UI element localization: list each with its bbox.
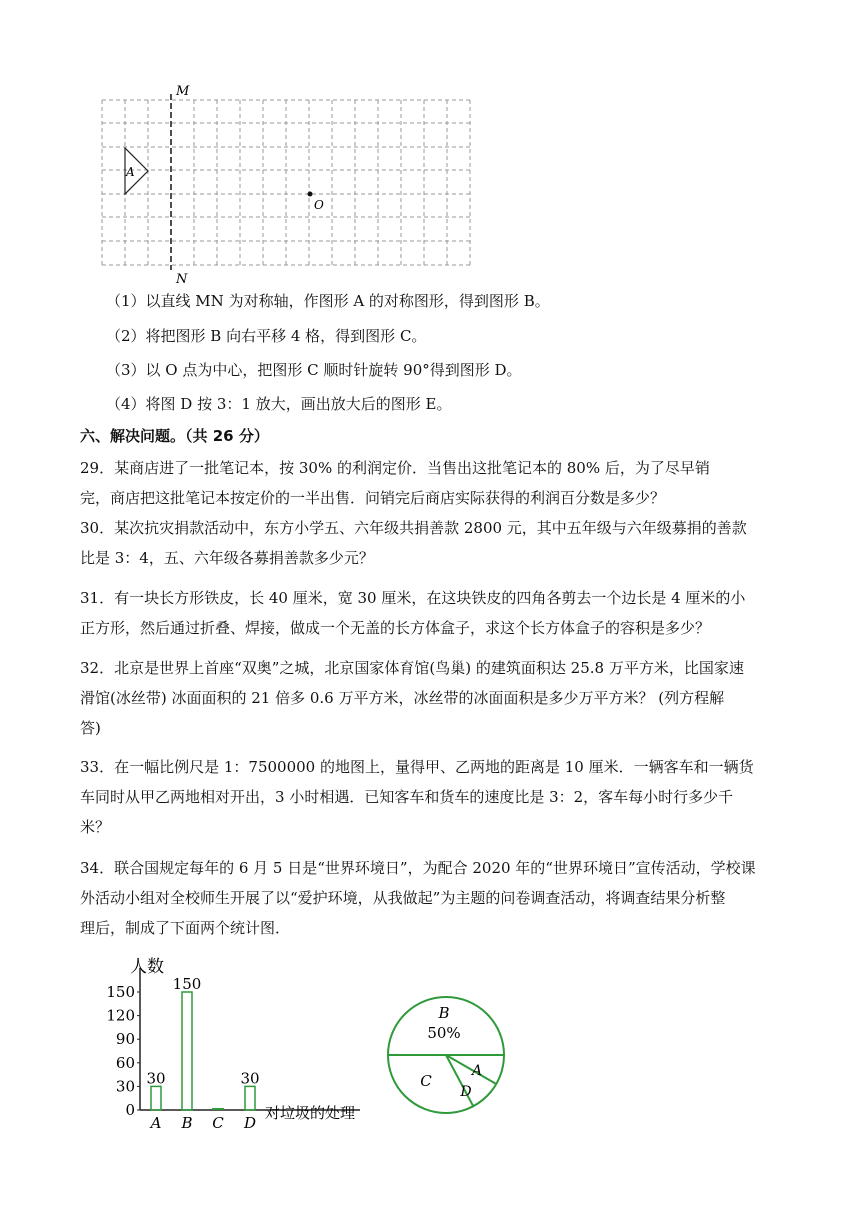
- label-a: A: [126, 165, 135, 179]
- problem-33-line-2: 车同时从甲乙两地相对开出，3 小时相遇．已知客车和货车的速度比是 3：2，客车每小时行多少千: [80, 788, 734, 806]
- problem-34-line-1: 34．联合国规定每年的 6 月 5 日是“世界环境日”，为配合 2020 年的“世界环境日”宣传活动，学校课: [80, 859, 756, 877]
- problem-33-line-3: 米？: [80, 818, 111, 836]
- x-tick-label: B: [181, 1114, 193, 1130]
- problem-30-line-2: 比是 3：4，五、六年级各募捐善款多少元？: [80, 549, 374, 567]
- sub-question-2: （2）将把图形 B 向右平移 4 格，得到图形 C。: [106, 327, 427, 345]
- problem-34-line-2: 外活动小组对全校师生开展了以“爱护环境，从我做起”为主题的问卷调查活动，将调查结果分析整: [80, 889, 726, 907]
- label-n: N: [176, 272, 188, 287]
- problem-29-line-1: 29．某商店进了一批笔记本，按 30% 的利润定价．当售出这批笔记本的 80% 后，为了尽早销: [80, 459, 710, 477]
- y-tick-label: 0: [125, 1101, 135, 1119]
- sub-question-4: （4）将图 D 按 3：1 放大，画出放大后的图形 E。: [106, 395, 452, 413]
- data-label: 30: [240, 1069, 260, 1088]
- problem-32-line-2: 滑馆(冰丝带) 冰面面积的 21 倍多 0.6 万平方米，冰丝带的冰面面积是多少万平方米？ (列方程解: [80, 689, 725, 707]
- y-tick-label: 120: [106, 1006, 135, 1025]
- slice-label-b: B: [438, 1004, 450, 1022]
- point-o: [308, 192, 313, 197]
- bar: [182, 992, 192, 1110]
- problem-33-line-1: 33．在一幅比例尺是 1：7500000 的地图上，量得甲、乙两地的距离是 10 厘米．一辆客车和一辆货: [80, 758, 754, 776]
- grid-figure: [90, 80, 490, 290]
- y-tick-label: 60: [115, 1053, 135, 1072]
- problem-32-line-3: 答): [80, 719, 101, 737]
- problem-29-line-2: 完，商店把这批笔记本按定价的一半出售．问销完后商店实际获得的利润百分数是多少？: [80, 489, 666, 507]
- bar-chart: [106, 957, 360, 1130]
- x-axis-label: 对垃圾的处理: [265, 1104, 356, 1122]
- pie-chart: [388, 997, 504, 1113]
- problem-31-line-2: 正方形，然后通过折叠、焊接，做成一个无盖的长方体盒子，求这个长方体盒子的容积是多少？: [80, 619, 711, 637]
- section-title: 六、解决问题。（共 26 分）: [80, 427, 269, 445]
- grid-lines: [102, 100, 470, 265]
- slice-label-c: C: [420, 1072, 432, 1090]
- y-tick-label: 150: [106, 983, 135, 1001]
- problem-30-line-1: 30．某次抗灾捐款活动中，东方小学五、六年级共捐善款 2800 元，其中五年级与六年级募捐的善款: [80, 519, 747, 537]
- data-label: 30: [146, 1069, 166, 1088]
- problem-32-line-1: 32．北京是世界上首座“双奥”之城，北京国家体育馆(鸟巢) 的建筑面积达 25.8 万平方米，比国家速: [80, 659, 744, 677]
- y-axis-label: 人数: [130, 957, 164, 977]
- bar: [151, 1086, 161, 1110]
- slice-label-d: D: [460, 1084, 472, 1100]
- bar: [245, 1086, 255, 1110]
- statistics-charts: [90, 950, 510, 1130]
- problem-31-line-1: 31．有一块长方形铁皮，长 40 厘米，宽 30 厘米，在这块铁皮的四角各剪去一个边长是 4 厘米的小: [80, 589, 746, 607]
- x-tick-label: A: [150, 1114, 162, 1130]
- slice-label-a: A: [471, 1063, 483, 1079]
- slice-value-b: 50%: [427, 1024, 461, 1042]
- x-tick-label: C: [212, 1114, 224, 1130]
- label-m: M: [176, 84, 190, 99]
- y-tick-label: 90: [115, 1030, 135, 1049]
- data-label: 150: [172, 975, 202, 993]
- x-tick-label: D: [243, 1114, 257, 1130]
- label-o: O: [314, 198, 324, 212]
- sub-question-3: （3）以 O 点为中心，把图形 C 顺时针旋转 90°得到图形 D。: [106, 361, 522, 379]
- y-tick-label: 30: [115, 1077, 135, 1096]
- problem-34-line-3: 理后，制成了下面两个统计图．: [80, 919, 291, 937]
- sub-question-1: （1）以直线 MN 为对称轴，作图形 A 的对称图形，得到图形 B。: [106, 292, 550, 310]
